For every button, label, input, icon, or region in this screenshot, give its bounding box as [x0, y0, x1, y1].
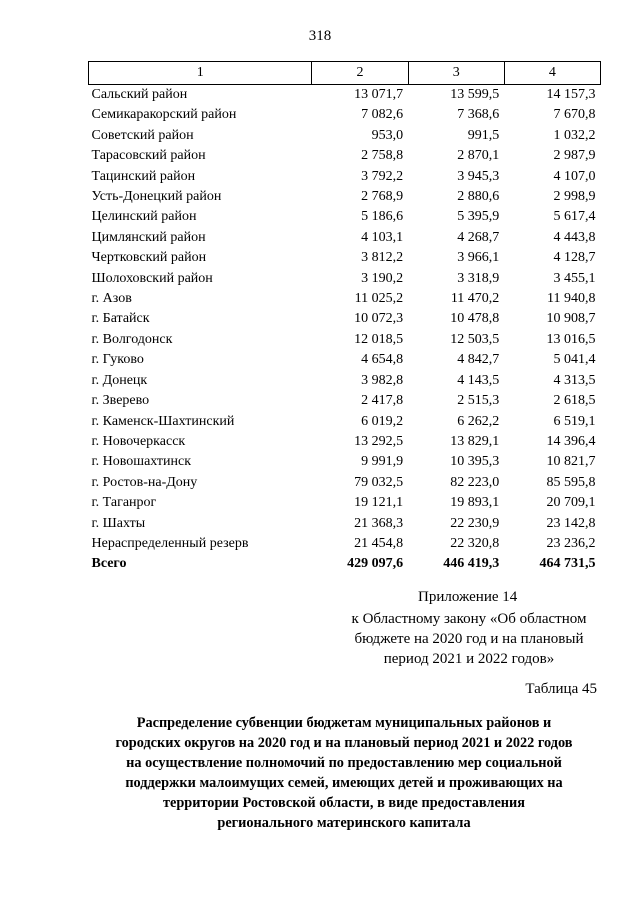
row-value-cell: 446 419,3 [443, 556, 500, 572]
appendix-ref-line: к Областному закону «Об областном [351, 611, 587, 627]
row-name-cell: г. Донецк [91, 372, 148, 388]
row-value-cell: 5 041,4 [553, 352, 596, 368]
table-row [89, 534, 601, 554]
total-row [89, 554, 601, 574]
row-name-cell: г. Таганрог [91, 495, 157, 511]
table-row [89, 350, 601, 370]
table-row [89, 207, 601, 227]
row-value-cell: 22 320,8 [450, 535, 500, 551]
header-col-1: 1 [89, 62, 312, 85]
row-value-cell: 991,5 [467, 127, 500, 143]
row-name-cell: Цимлянский район [91, 229, 206, 245]
table-row [89, 248, 601, 268]
appendix-ref-line: период 2021 и 2022 годов» [383, 651, 555, 667]
row-name-cell: Тацинский район [91, 168, 196, 184]
table-row [89, 391, 601, 411]
row-value-cell: 12 018,5 [354, 331, 404, 347]
table-row [89, 514, 601, 534]
row-value-cell: 6 262,2 [457, 413, 500, 429]
row-value-cell: 14 157,3 [546, 87, 596, 102]
table-row [89, 167, 601, 187]
row-value-cell: 9 991,9 [361, 454, 404, 470]
row-value-cell: 85 595,8 [546, 474, 596, 490]
row-name-cell: Семикаракорский район [91, 107, 237, 123]
table-row [89, 289, 601, 309]
row-name-cell: г. Новошахтинск [91, 454, 192, 470]
row-value-cell: 5 186,6 [361, 209, 404, 225]
table-row [89, 105, 601, 125]
title-line: регионального материнского капитала [217, 815, 471, 831]
row-value-cell: 2 870,1 [457, 148, 500, 164]
row-name-cell: Тарасовский район [91, 148, 206, 164]
title-line: Распределение субвенции бюджетам муниципальных районов и [136, 715, 552, 731]
appendix-ref-line: бюджете на 2020 год и на плановый [354, 631, 584, 647]
row-value-cell: 2 515,3 [457, 393, 500, 409]
row-value-cell: 1 032,2 [553, 127, 596, 143]
row-name-cell: Усть-Донецкий район [91, 189, 222, 205]
row-value-cell: 4 107,0 [553, 168, 596, 184]
page-number: 318 [308, 28, 332, 44]
row-value-cell: 3 455,1 [553, 270, 596, 286]
row-value-cell: 23 236,2 [546, 535, 596, 551]
table-row [89, 452, 601, 472]
table-row [89, 146, 601, 166]
table-header-row [89, 62, 601, 85]
table-row [89, 330, 601, 350]
row-name-cell: г. Зверево [91, 393, 150, 409]
row-value-cell: 429 097,6 [347, 556, 404, 572]
row-value-cell: 20 709,1 [546, 495, 596, 511]
row-value-cell: 5 395,9 [457, 209, 500, 225]
row-value-cell: 2 998,9 [553, 189, 596, 205]
row-value-cell: 21 454,8 [354, 535, 404, 551]
row-value-cell: 6 519,1 [553, 413, 596, 429]
title-line: городских округов на 2020 год и на плановый период 2021 и 2022 годов [115, 735, 573, 751]
row-value-cell: 4 443,8 [553, 229, 596, 245]
table-row [89, 228, 601, 248]
row-value-cell: 13 829,1 [450, 433, 500, 449]
row-value-cell: 6 019,2 [361, 413, 404, 429]
row-value-cell: 10 072,3 [354, 311, 404, 327]
table-row [89, 432, 601, 452]
row-value-cell: 11 470,2 [450, 291, 500, 307]
header-col-3: 3 [408, 62, 504, 85]
row-value-cell: 2 417,8 [361, 393, 404, 409]
row-value-cell: 2 987,9 [553, 148, 596, 164]
row-value-cell: 19 121,1 [354, 495, 404, 511]
row-value-cell: 3 318,9 [457, 270, 500, 286]
row-value-cell: 2 880,6 [457, 189, 500, 205]
row-value-cell: 10 395,3 [450, 454, 500, 470]
row-value-cell: 2 768,9 [361, 189, 404, 205]
table-row [89, 493, 601, 513]
row-value-cell: 953,0 [371, 127, 404, 143]
row-name-cell: Чертковский район [91, 250, 207, 266]
row-value-cell: 10 821,7 [546, 454, 596, 470]
row-value-cell: 13 016,5 [546, 331, 596, 347]
table-body [89, 85, 601, 575]
row-name-cell: Целинский район [91, 209, 197, 225]
row-value-cell: 13 071,7 [354, 87, 404, 102]
row-value-cell: 3 966,1 [457, 250, 500, 266]
row-name-cell: г. Батайск [91, 311, 150, 327]
row-name-cell: Всего [91, 556, 127, 572]
row-value-cell: 21 368,3 [354, 515, 404, 531]
row-name-cell: г. Каменск-Шахтинский [91, 413, 235, 429]
table-row [89, 473, 601, 493]
title-line: поддержки малоимущих семей, имеющих детей и проживающих на [125, 775, 563, 791]
row-value-cell: 82 223,0 [450, 474, 500, 490]
table-row [89, 371, 601, 391]
row-value-cell: 7 368,6 [457, 107, 500, 123]
row-value-cell: 10 478,8 [450, 311, 500, 327]
row-name-cell: г. Волгодонск [91, 331, 173, 347]
row-value-cell: 22 230,9 [450, 515, 500, 531]
row-value-cell: 3 945,3 [457, 168, 500, 184]
row-value-cell: 19 893,1 [450, 495, 500, 511]
row-value-cell: 13 292,5 [354, 433, 404, 449]
subvention-table [88, 61, 601, 575]
row-value-cell: 5 617,4 [553, 209, 596, 225]
table-row [89, 85, 601, 106]
row-value-cell: 7 082,6 [361, 107, 404, 123]
row-name-cell: Советский район [91, 127, 194, 143]
header-col-4: 4 [504, 62, 600, 85]
row-name-cell: г. Гуково [91, 352, 144, 368]
row-value-cell: 12 503,5 [450, 331, 500, 347]
row-name-cell: Нераспределенный резерв [91, 535, 249, 551]
row-value-cell: 2 758,8 [361, 148, 404, 164]
table-row [89, 126, 601, 146]
document-title [88, 713, 600, 833]
row-value-cell: 4 654,8 [361, 352, 404, 368]
table-label: Таблица 45 [525, 681, 597, 697]
row-value-cell: 23 142,8 [546, 515, 596, 531]
row-value-cell: 4 842,7 [457, 352, 500, 368]
row-name-cell: г. Шахты [91, 515, 146, 531]
header-col-2: 2 [312, 62, 408, 85]
row-value-cell: 3 982,8 [361, 372, 404, 388]
row-value-cell: 11 940,8 [547, 291, 596, 307]
row-value-cell: 4 128,7 [553, 250, 596, 266]
row-name-cell: Шолоховский район [91, 270, 213, 286]
table-row [89, 187, 601, 207]
row-value-cell: 3 812,2 [361, 250, 404, 266]
row-value-cell: 464 731,5 [539, 556, 596, 572]
table-row [89, 309, 601, 329]
row-value-cell: 3 190,2 [361, 270, 404, 286]
row-value-cell: 7 670,8 [553, 107, 596, 123]
row-value-cell: 3 792,2 [361, 168, 404, 184]
row-name-cell: г. Ростов-на-Дону [91, 474, 198, 490]
row-value-cell: 10 908,7 [546, 311, 596, 327]
row-value-cell: 4 268,7 [457, 229, 500, 245]
table-row [89, 412, 601, 432]
appendix-label: Приложение 14 [418, 589, 518, 605]
title-line: территории Ростовской области, в виде предоставления [162, 795, 526, 811]
row-value-cell: 4 143,5 [457, 372, 500, 388]
row-value-cell: 13 599,5 [450, 87, 500, 102]
row-name-cell: г. Новочеркасск [91, 433, 186, 449]
row-value-cell: 79 032,5 [354, 474, 404, 490]
row-name-cell: Сальский район [91, 87, 188, 102]
row-value-cell: 4 103,1 [361, 229, 404, 245]
row-name-cell: г. Азов [91, 291, 132, 307]
row-value-cell: 2 618,5 [553, 393, 596, 409]
row-value-cell: 4 313,5 [553, 372, 596, 388]
table-row [89, 269, 601, 289]
title-line: на осуществление полномочий по предоставлению мер социальной [126, 755, 562, 771]
appendix-reference [338, 609, 600, 669]
row-value-cell: 11 025,2 [354, 291, 404, 307]
row-value-cell: 14 396,4 [546, 433, 596, 449]
